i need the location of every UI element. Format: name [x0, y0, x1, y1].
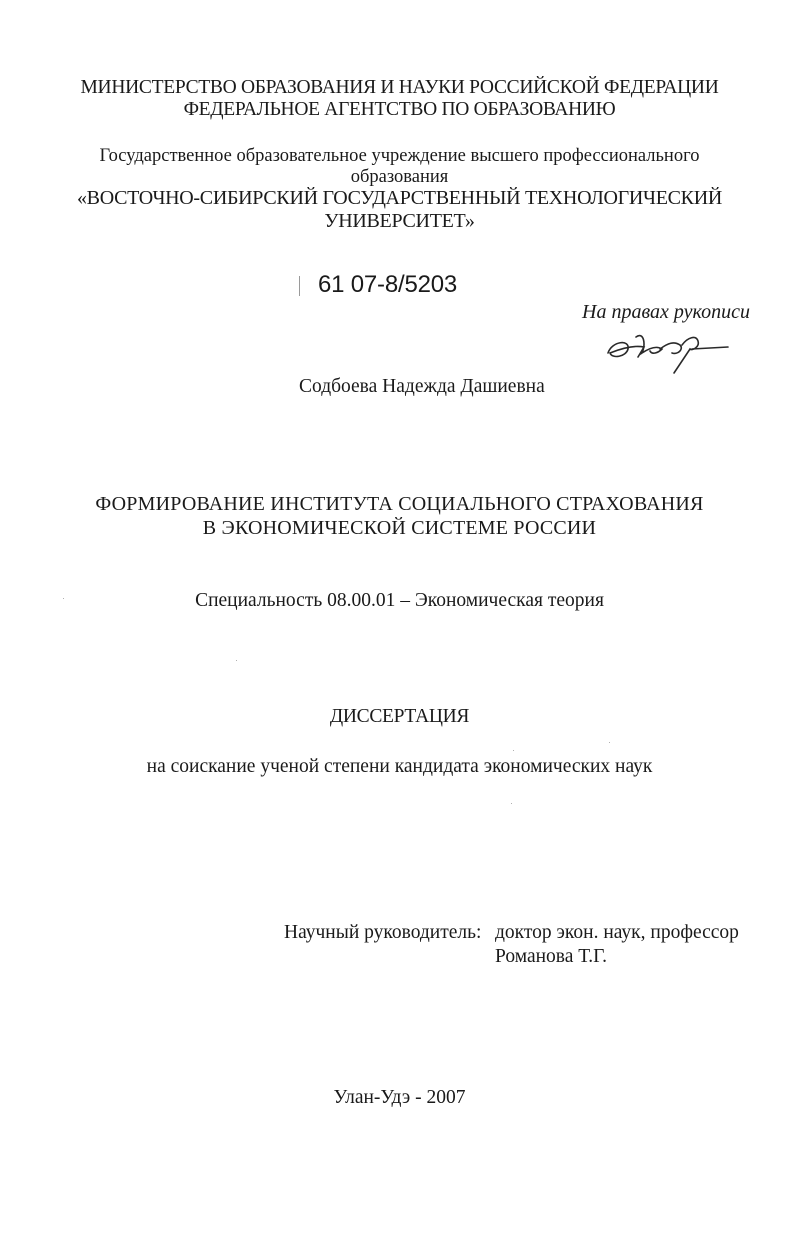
supervisor-title: доктор экон. наук, профессор	[495, 922, 739, 943]
supervisor-label: Научный руководитель:	[284, 922, 482, 943]
stamp-divider	[299, 276, 300, 296]
agency-heading: ФЕДЕРАЛЬНОЕ АГЕНТСТВО ПО ОБРАЗОВАНИЮ	[183, 99, 616, 120]
scan-speck	[513, 750, 514, 751]
scan-speck	[63, 598, 64, 599]
scan-speck	[609, 742, 610, 743]
university-name-line1: «ВОСТОЧНО-СИБИРСКИЙ ГОСУДАРСТВЕННЫЙ ТЕХНОЛОГИЧЕСКИЙ	[76, 187, 723, 209]
specialty: Специальность 08.00.01 – Экономическая теория	[195, 590, 604, 611]
dissertation-title-line1: ФОРМИРОВАНИЕ ИНСТИТУТА СОЦИАЛЬНОГО СТРАХОВАНИЯ	[95, 493, 704, 515]
institution-type-line1: Государственное образовательное учреждение высшего профессионального	[99, 146, 700, 166]
manuscript-note: На правах рукописи	[582, 301, 750, 323]
supervisor-name: Романова Т.Г.	[495, 946, 608, 967]
place-year: Улан-Удэ - 2007	[333, 1087, 466, 1108]
scan-speck	[236, 660, 237, 661]
scan-speck	[511, 803, 512, 804]
work-type: ДИССЕРТАЦИЯ	[329, 706, 470, 727]
library-stamp-code: 61 07-8/5203	[318, 271, 458, 298]
university-name-line2: УНИВЕРСИТЕТ»	[324, 210, 475, 232]
degree-line: на соискание ученой степени кандидата экономических наук	[146, 756, 653, 777]
ministry-heading: МИНИСТЕРСТВО ОБРАЗОВАНИЯ И НАУКИ РОССИЙСКОЙ ФЕДЕРАЦИИ	[80, 77, 719, 98]
handwritten-signature	[600, 323, 740, 375]
dissertation-title-line2: В ЭКОНОМИЧЕСКОЙ СИСТЕМЕ РОССИИ	[202, 517, 597, 539]
author-name: Содбоева Надежда Дашиевна	[299, 376, 545, 397]
institution-type-line2: образования	[350, 167, 449, 187]
